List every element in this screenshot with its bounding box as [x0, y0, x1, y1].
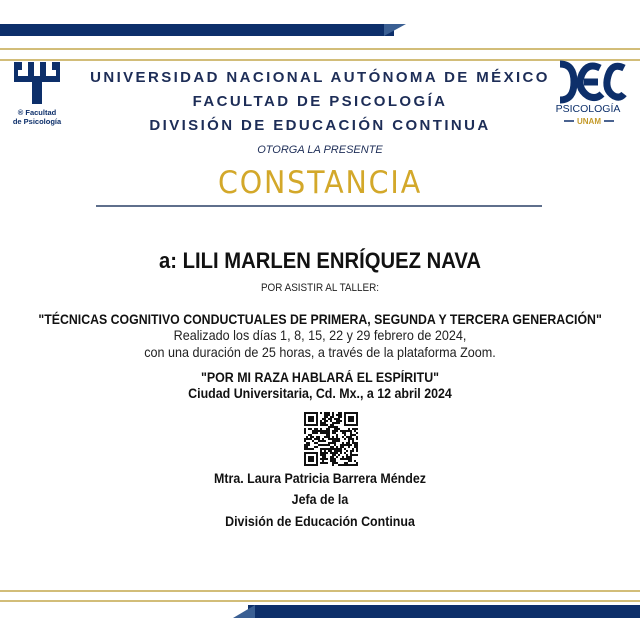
university-name: UNIVERSIDAD NACIONAL AUTÓNOMA DE MÉXICO: [90, 69, 550, 86]
place-date: Ciudad Universitaria, Cd. Mx., a 12 abril 2024: [188, 386, 452, 401]
reason-text: POR ASISTIR AL TALLER:: [260, 282, 380, 294]
workshop-dates: Realizado los días 1, 8, 15, 22 y 29 febrero de 2024,: [173, 327, 467, 343]
gold-rule: [0, 600, 640, 602]
workshop-duration: con una duración de 25 horas, a través de la plataforma Zoom.: [144, 344, 496, 360]
qr-code: [304, 412, 358, 466]
logo-text: ® Facultad: [17, 108, 57, 117]
top-decorative-bar: [0, 24, 394, 36]
grants-text: OTORGA LA PRESENTE: [257, 144, 383, 156]
faculty-name: FACULTAD DE PSICOLOGÍA: [192, 93, 448, 110]
signatory-role: Jefa de la: [291, 492, 349, 507]
title-divider: [96, 205, 542, 207]
signatory-division: División de Educación Continua: [225, 514, 415, 529]
top-bar-accent: [384, 24, 406, 36]
division-name: DIVISIÓN DE EDUCACIÓN CONTINUA: [149, 117, 491, 134]
workshop-title: "TÉCNICAS COGNITIVO CONDUCTUALES DE PRIMERA, SEGUNDA Y TERCERA GENERACIÓN": [38, 311, 602, 327]
gold-rule: [0, 590, 640, 592]
signatory-name: Mtra. Laura Patricia Barrera Méndez: [214, 471, 426, 486]
bottom-bar-accent: [233, 605, 255, 618]
document-title: CONSTANCIA: [217, 165, 423, 201]
recipient-name: a: LILI MARLEN ENRÍQUEZ NAVA: [159, 248, 481, 273]
logo-text: de Psicología: [12, 117, 62, 126]
motto: "POR MI RAZA HABLARÁ EL ESPÍRITU": [200, 370, 440, 385]
logo-text: UNAM: [577, 117, 601, 126]
gold-rule: [0, 59, 640, 61]
gold-rule: [0, 48, 640, 50]
bottom-decorative-bar: [248, 605, 640, 618]
logo-text: PSICOLOGÍA: [556, 103, 621, 115]
